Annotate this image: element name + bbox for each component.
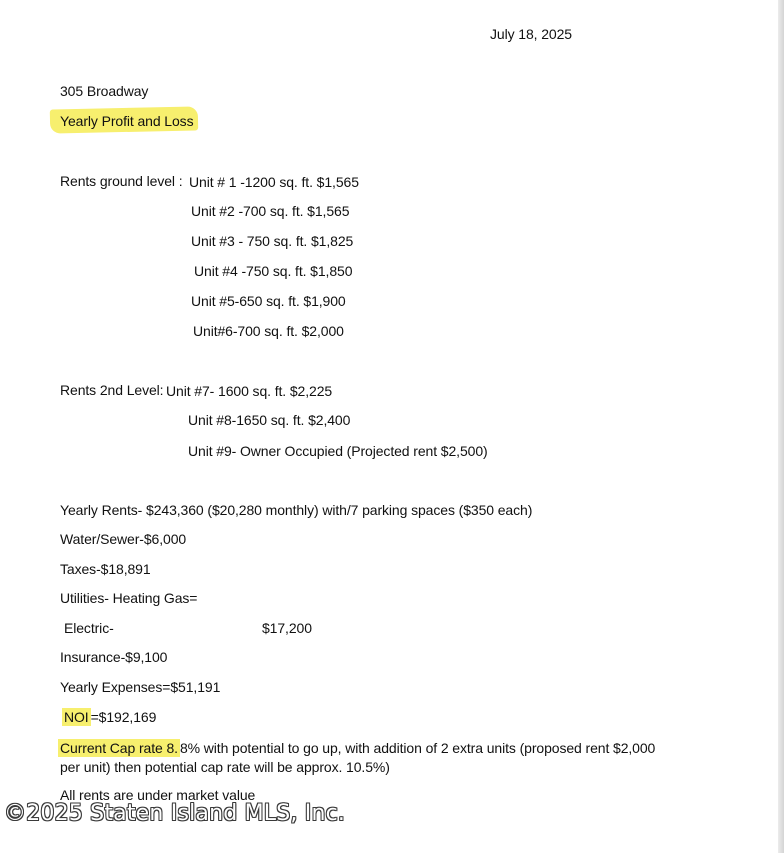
noi-line [64, 708, 156, 726]
rent-unit-1: Unit # 1 -1200 sq. ft. $1,565 [189, 174, 359, 190]
rent-unit-4: Unit #4 -750 sq. ft. $1,850 [194, 263, 353, 279]
rent-unit-2: Unit #2 -700 sq. ft. $1,565 [191, 203, 350, 219]
noi-label: NOI [64, 709, 89, 725]
yearly-rents: Yearly Rents- $243,360 ($20,280 monthly) with/7 parking spaces ($350 each) [60, 502, 533, 518]
property-address: 305 Broadway [60, 83, 149, 99]
cap-rate-line [60, 739, 655, 757]
ground-level-label: Rents ground level : [60, 173, 183, 189]
electric-label: Electric- [64, 620, 114, 636]
utilities-total: $17,200 [262, 620, 312, 636]
cap-rate-highlight: Current Cap rate 8. [60, 740, 178, 756]
noi-value: =$192,169 [90, 709, 157, 725]
taxes-expense: Taxes-$18,891 [60, 561, 151, 577]
rent-unit-6: Unit#6-700 sq. ft. $2,000 [193, 323, 344, 339]
yearly-expenses: Yearly Expenses=$51,191 [60, 679, 221, 695]
utilities-heating-gas: Utilities- Heating Gas= [60, 590, 198, 606]
document-heading: Yearly Profit and Loss [60, 113, 194, 129]
rent-unit-9: Unit #9- Owner Occupied (Projected rent $2,500) [188, 443, 488, 459]
cap-rate-text: 8% with potential to go up, with addition of 2 extra units (proposed rent $2,000 [179, 740, 656, 756]
rent-unit-3: Unit #3 - 750 sq. ft. $1,825 [191, 233, 354, 249]
document-date: July 18, 2025 [490, 26, 572, 42]
cap-rate-line-2: per unit) then potential cap rate will be approx. 10.5%) [60, 759, 390, 775]
market-value-note: All rents are under market value [60, 787, 256, 803]
page-edge [778, 0, 784, 853]
insurance-expense: Insurance-$9,100 [60, 649, 168, 665]
rent-unit-7: Unit #7- 1600 sq. ft. $2,225 [166, 383, 333, 399]
mls-watermark: ©2025 Staten Island MLS, Inc. [4, 801, 346, 826]
second-level-label: Rents 2nd Level: [60, 382, 164, 398]
rent-unit-5: Unit #5-650 sq. ft. $1,900 [191, 293, 346, 309]
water-sewer-expense: Water/Sewer-$6,000 [60, 531, 187, 547]
rent-unit-8: Unit #8-1650 sq. ft. $2,400 [188, 412, 351, 428]
